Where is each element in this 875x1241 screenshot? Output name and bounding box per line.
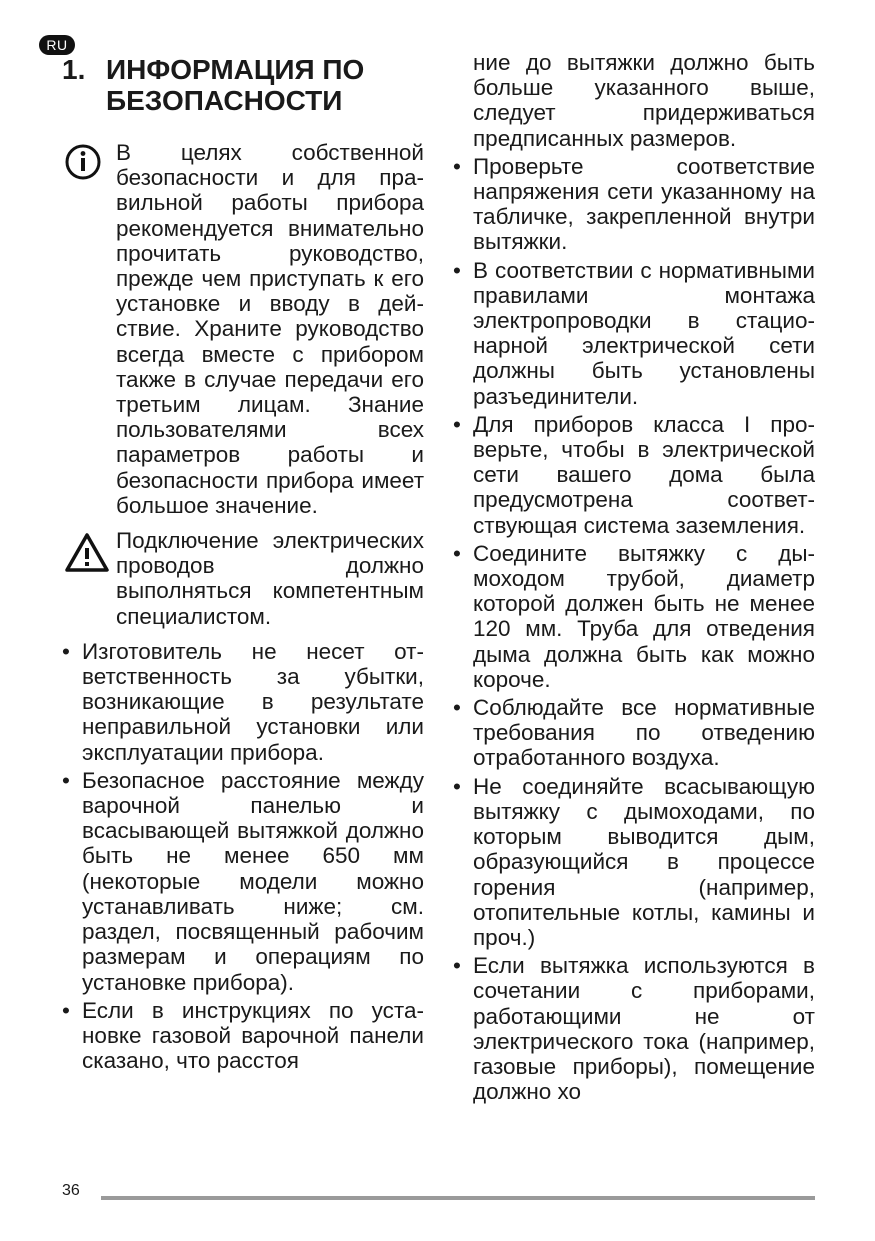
info-notice-text: В целях собственной безопасности и для правильной работы прибора рекомендуется внимательно прочитать руководство, прежде чем приступать к его установке и вводу в действие. Храните руководство всегда вместе с прибором также в случае передачи его третьим лицам. Знание пользователями всех параметров работы и безопасности прибора имеет большое значение.: [116, 140, 424, 518]
bullet-glyph: •: [62, 638, 70, 664]
warning-notice-text: Подключение электрических проводов должно выполняться компетентным специалистом.: [116, 528, 424, 629]
bullet-glyph: •: [453, 540, 461, 566]
list-item-continuation: ние до вытяжки должно быть больше указанного выше, следует придерживаться предписанных размеров.: [473, 50, 815, 151]
bullet-glyph: •: [62, 997, 70, 1023]
footer-divider: [101, 1196, 815, 1200]
bullet-glyph: •: [453, 257, 461, 283]
bullet-glyph: •: [453, 411, 461, 437]
list-item: [62, 639, 424, 765]
list-item: [453, 258, 815, 409]
bullet-glyph: •: [453, 773, 461, 799]
list-item-text: Соблюдайте все нормативные требования по отведению отработанного воздуха.: [473, 695, 815, 771]
left-column: [62, 140, 424, 1076]
bullet-glyph: •: [453, 153, 461, 179]
list-item: [453, 953, 815, 1104]
right-column: [453, 50, 815, 1107]
section-title: ИНФОРМАЦИЯ ПО БЕЗОПАСНОСТИ: [106, 54, 365, 116]
section-number: 1.: [62, 54, 86, 85]
list-item: [453, 695, 815, 771]
list-item-text: Если вытяжка используются в сочетании с приборами, работающими не от электрического тока (например, газовые приборы), помещение должно хо: [473, 953, 815, 1105]
list-item-text: Если в инструкциях по установке газовой варочной панели сказано, что расстоя: [82, 997, 424, 1074]
bullet-glyph: •: [62, 767, 70, 793]
list-item: [62, 998, 424, 1074]
list-item: [62, 768, 424, 995]
bullet-glyph: •: [453, 953, 461, 979]
list-item: [453, 412, 815, 538]
list-item-text: В соответствии с нормативными правилами монтажа электропроводки в стационарной электрической сети должны быть установлены разъединители.: [473, 257, 815, 409]
bullet-glyph: •: [453, 695, 461, 721]
language-badge: RU: [39, 35, 75, 55]
list-item: [453, 774, 815, 950]
list-item-text: Безопасное расстояние между варочной панелью и всасывающей вытяжкой должно быть не менее 650 мм (некоторые модели можно устанавливать ниже; см. раздел, посвященный рабочим размерам и операциям по установке прибора).: [82, 767, 424, 995]
list-item-text: Для приборов класса I проверьте, чтобы в электрической сети вашего дома была предусмотрена соответствующая система заземления.: [473, 411, 815, 538]
list-item-text: Соедините вытяжку с дымоходом трубой, диаметр которой должен быть не менее 120 мм. Труба для отведения дыма должна быть как можно короче.: [473, 540, 815, 692]
list-item-text: Проверьте соответствие напряжения сети указанному на табличке, закрепленной внутри вытяжки.: [473, 153, 815, 255]
warning-notice: [62, 528, 424, 629]
page-number: 36: [62, 1182, 80, 1199]
info-notice: [62, 140, 424, 518]
warning-triangle-icon: [64, 531, 110, 578]
list-item: [453, 154, 815, 255]
list-item-text: Не соединяйте всасывающую вытяжку с дымоходами, по которым выводится дым, образующийся в процессе горения (например, отопительные котлы, камины и проч.): [473, 773, 815, 950]
list-item: [453, 541, 815, 692]
list-item-text: Изготовитель не несет ответственность за убытки, возникающие в результате неправильной установки или эксплуатации прибора.: [82, 638, 424, 765]
info-circle-icon: [64, 143, 102, 186]
